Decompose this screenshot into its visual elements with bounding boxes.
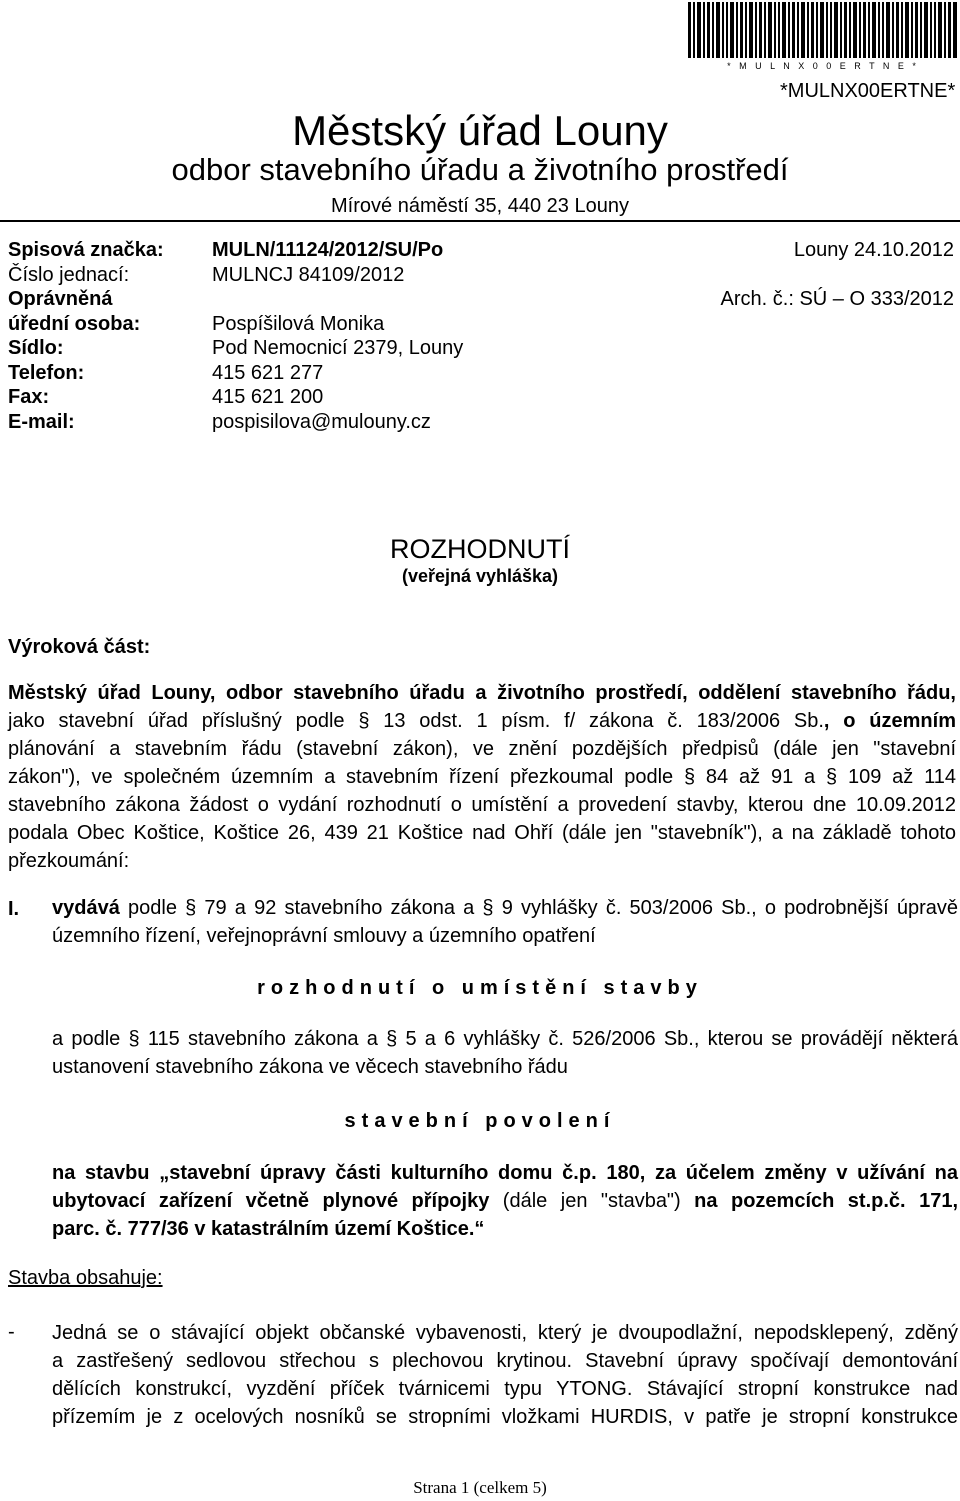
osoba-value: Pospíšilová Monika — [212, 312, 385, 335]
barcode-under-text: * M U L N X 0 0 E R T N E * — [727, 61, 919, 70]
office-title: Městský úřad Louny — [292, 107, 668, 154]
para-line: podala Obec Koštice, Koštice 26, 439 21 Koštice nad Ohří (dále jen "stavebník"), a na základě tohoto — [8, 822, 956, 844]
para-line: jako stavební úřad příslušný podle § 13 odst. 1 písm. f/ zákona č. 183/2006 Sb., o územním — [8, 710, 956, 732]
para-line: ustanovení stavebního zákona ve věcech stavebního řádu — [52, 1056, 568, 1078]
fax-label: Fax: — [8, 386, 50, 408]
para-line: stavebního zákona žádost o vydání rozhodnutí o umístění a provedení stavby, kterou dne 10.09.2012 — [8, 794, 956, 816]
stavba-obsahuje-heading: Stavba obsahuje: — [8, 1267, 163, 1289]
para-line: plánování a stavebním řádu (stavební zákon), ve znění pozdějších předpisů (dále jen "stavební — [8, 738, 956, 760]
podle115-paragraph — [52, 1025, 958, 1081]
cislo-label: Číslo jednací: — [8, 263, 130, 286]
telefon-label: Telefon: — [8, 361, 85, 384]
document-title: ROZHODNUTÍ — [390, 534, 570, 564]
para-line: a podle § 115 stavebního zákona a § 5 a 6 vyhlášky č. 526/2006 Sb., kterou se provádějí některá — [52, 1028, 958, 1050]
stavba-paragraph — [52, 1159, 958, 1243]
cislo-value: MULNCJ 84109/2012 — [212, 263, 405, 286]
sidlo-value: Pod Nemocnicí 2379, Louny — [212, 337, 464, 359]
office-subtitle: odbor stavebního úřadu a životního prostředí — [171, 152, 789, 187]
reference-info — [8, 238, 954, 434]
para-line: vydává podle § 79 a 92 stavebního zákona a § 9 vyhlášky č. 503/2006 Sb., o podrobnější úpravě — [52, 897, 958, 919]
barcode-image — [688, 2, 958, 70]
para-line: a zastřešený sedlovou střechou s plechovou krytinou. Stavební úpravy spočívají demontování — [52, 1350, 958, 1372]
bullet-dash: - — [8, 1321, 15, 1343]
email-label: E-mail: — [8, 410, 75, 433]
para-line: Jedná se o stávající objekt občanské vybavenosti, který je dvoupodlažní, nepodsklepený, zděný — [52, 1322, 958, 1344]
spisova-value: MULN/11124/2012/SU/Po — [212, 239, 444, 261]
para-line: dělících konstrukcí, vyzdění příček tvárnicemi typu YTONG. Stávající stropní konstrukce nad — [52, 1378, 958, 1400]
intro-paragraph — [8, 679, 956, 875]
bullet-paragraph — [52, 1319, 958, 1431]
para-line: na stavbu „stavební úpravy části kulturního domu č.p. 180, za účelem změny v užívání na — [52, 1162, 958, 1184]
para-line: územního řízení, veřejnoprávní smlouvy a územního opatření — [52, 925, 596, 947]
para-line: parc. č. 777/36 v katastrálním území Koštice.“ — [52, 1218, 485, 1240]
vydava-paragraph — [52, 894, 958, 950]
spisova-label: Spisová značka: — [8, 239, 164, 261]
page-number: Strana 1 (celkem 5) — [413, 1478, 547, 1497]
povoleni-heading: stavební povolení — [344, 1110, 616, 1132]
document-subtitle: (veřejná vyhláška) — [401, 566, 559, 586]
sidlo-label: Sídlo: — [8, 337, 64, 359]
document-date: Louny 24.10.2012 — [793, 239, 954, 261]
fax-value: 415 621 200 — [212, 386, 324, 408]
osoba-label: úřední osoba: — [8, 312, 141, 335]
barcode-code-text: *MULNX00ERTNE* — [780, 80, 956, 102]
header-divider — [0, 220, 960, 222]
opravnena-label: Oprávněná — [8, 288, 113, 310]
rozhodnuti-heading: rozhodnutí o umístění stavby — [257, 977, 703, 999]
para-line: ubytovací zařízení včetně plynové přípojky (dále jen "stavba") na pozemcích st.p.č. 171, — [52, 1190, 958, 1212]
para-line: zákon"), ve společném územním a stavebním řízení přezkoumal podle § 84 až 91 a § 109 až 114 — [8, 766, 956, 788]
office-address: Mírové náměstí 35, 440 23 Louny — [331, 195, 629, 217]
para-line: přízemím je z ocelových nosníků se stropními vložkami HURDIS, v patře je stropní konstrukce — [52, 1406, 958, 1428]
para-line: Městský úřad Louny, odbor stavebního úřadu a životního prostředí, oddělení stavebního řádu, — [8, 682, 956, 704]
telefon-value: 415 621 277 — [212, 361, 324, 384]
para-line: přezkoumání: — [8, 850, 130, 872]
section-number: I. — [8, 898, 20, 920]
email-value: pospisilova@mulouny.cz — [212, 410, 431, 433]
vyrokova-heading: Výroková část: — [8, 636, 151, 658]
archive-number: Arch. č.: SÚ – O 333/2012 — [720, 288, 954, 310]
